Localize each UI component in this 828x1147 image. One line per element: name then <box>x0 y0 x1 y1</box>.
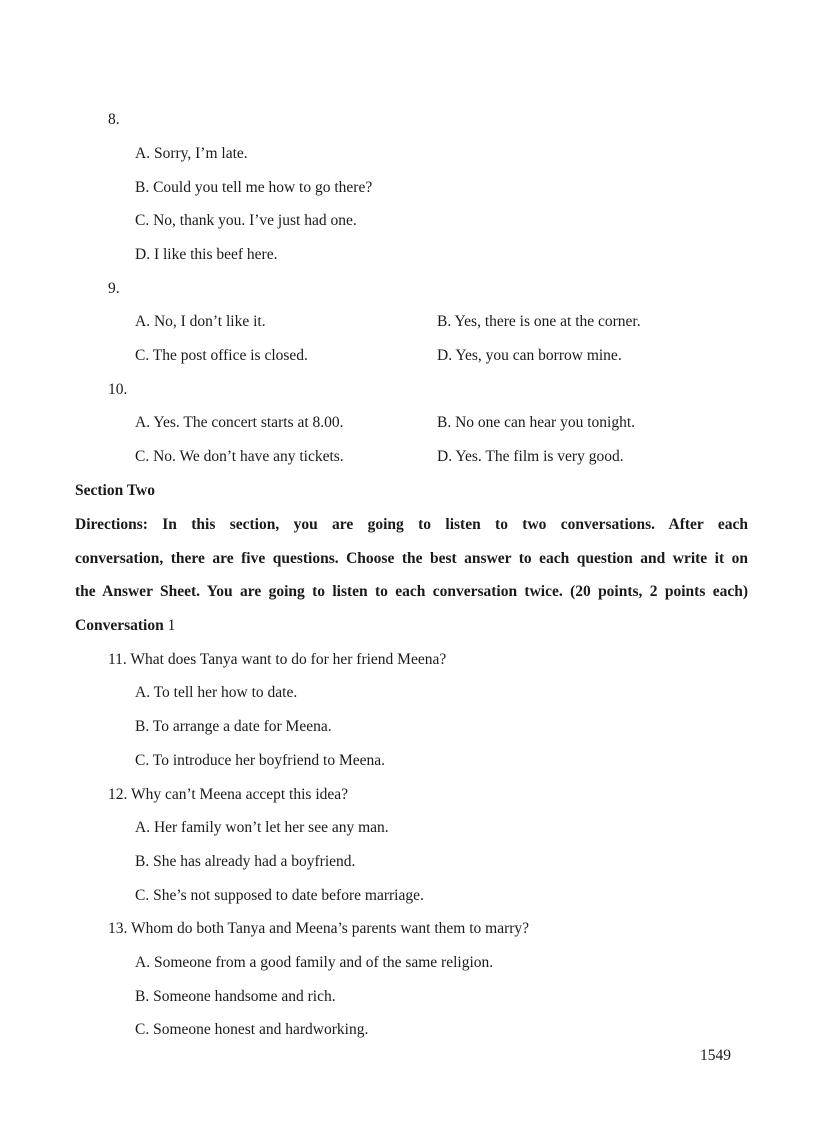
section-title: Section Two <box>75 482 155 499</box>
directions-line-2: conversation, there are five questions. Choose the best answer to each question and write it on <box>75 550 748 567</box>
question-8-option-d: D. I like this beef here. <box>135 246 278 263</box>
question-13-option-a: A. Someone from a good family and of the same religion. <box>135 954 494 971</box>
conversation-label: Conversation <box>75 617 164 634</box>
question-12-option-c: C. She’s not supposed to date before marriage. <box>135 887 424 904</box>
question-12-option-a: A. Her family won’t let her see any man. <box>135 819 389 836</box>
question-9-option-d: D. Yes, you can borrow mine. <box>437 347 622 364</box>
question-9-option-b: B. Yes, there is one at the corner. <box>437 313 641 330</box>
question-12: 12. Why can’t Meena accept this idea? <box>108 786 349 803</box>
question-12-option-b: B. She has already had a boyfriend. <box>135 853 356 870</box>
question-8-option-c: C. No, thank you. I’ve just had one. <box>135 212 357 229</box>
question-9-option-c: C. The post office is closed. <box>135 347 308 364</box>
question-13-option-b: B. Someone handsome and rich. <box>135 988 336 1005</box>
conversation-heading <box>75 616 175 636</box>
question-10-option-a: A. Yes. The concert starts at 8.00. <box>135 414 344 431</box>
question-9-option-a: A. No, I don’t like it. <box>135 313 266 330</box>
question-11-option-c: C. To introduce her boyfriend to Meena. <box>135 752 386 769</box>
question-11-option-a: A. To tell her how to date. <box>135 684 298 701</box>
question-11: 11. What does Tanya want to do for her friend Meena? <box>108 651 447 668</box>
question-9-number: 9. <box>108 280 120 297</box>
question-13: 13. Whom do both Tanya and Meena’s parents want them to marry? <box>108 920 530 937</box>
question-8-option-a: A. Sorry, I’m late. <box>135 145 248 162</box>
page-number: 1549 <box>700 1047 731 1064</box>
question-10-option-c: C. No. We don’t have any tickets. <box>135 448 344 465</box>
question-10-option-d: D. Yes. The film is very good. <box>437 448 624 465</box>
question-13-option-c: C. Someone honest and hardworking. <box>135 1021 369 1038</box>
question-10-number: 10. <box>108 381 128 398</box>
question-11-option-b: B. To arrange a date for Meena. <box>135 718 332 735</box>
directions-line-3: the Answer Sheet. You are going to listen to each conversation twice. (20 points, 2 points each) <box>75 583 748 600</box>
question-8-option-b: B. Could you tell me how to go there? <box>135 179 373 196</box>
directions-label: Directions: <box>75 516 148 533</box>
directions-line-1 <box>75 515 748 535</box>
question-8-number: 8. <box>108 111 120 128</box>
conversation-number: 1 <box>167 617 176 634</box>
question-10-option-b: B. No one can hear you tonight. <box>437 414 636 431</box>
directions-text-1: In this section, you are going to listen to two conversations. After each <box>162 516 749 533</box>
